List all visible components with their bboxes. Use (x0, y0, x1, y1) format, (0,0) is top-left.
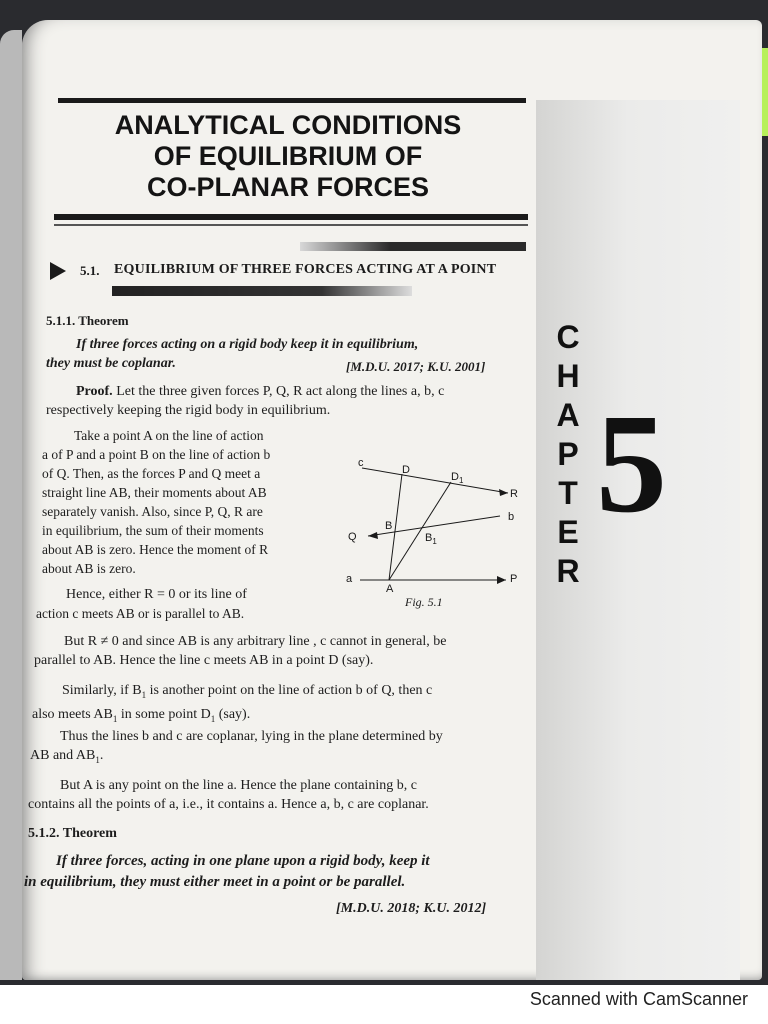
label-b: b (508, 511, 515, 523)
proof-p1-line-7: about AB is zero. Hence the moment of R (42, 542, 269, 557)
proof-p4-l1-pre: Similarly, if B (62, 683, 142, 698)
section-title: EQUILIBRIUM OF THREE FORCES ACTING AT A POINT (114, 262, 497, 277)
proof-p2-line-1: Hence, either R = 0 or its line of (66, 587, 247, 602)
proof-paragraph-4 (32, 681, 536, 729)
proof-p4-l1-sub: 1 (141, 689, 147, 700)
title-bottom-thin-rule (54, 224, 528, 226)
theorem-2-label: 5.1.2. Theorem (28, 826, 117, 841)
theorem-1-reference: [M.D.U. 2017; K.U. 2001] (346, 359, 486, 374)
label-q: Q (348, 531, 357, 543)
label-b1 (425, 532, 437, 546)
proof-p4-l1-post: is another point on the line of action b of Q, then c (146, 683, 433, 698)
section-top-bar (300, 242, 526, 251)
proof-p1-line-3: of Q. Then, as the forces P and Q meet a (42, 466, 261, 481)
figure-caption: Fig. 5.1 (405, 595, 443, 609)
theorem-1-label: 5.1.1. Theorem (46, 313, 129, 328)
label-d1-sub: 1 (458, 476, 464, 485)
label-b1-sub: 1 (432, 537, 437, 546)
proof-paragraph-6 (28, 776, 538, 814)
proof-p5-line-2 (30, 746, 538, 770)
title-bottom-rule (54, 214, 528, 220)
label-a-point: A (386, 583, 394, 595)
label-a-line: a (346, 573, 353, 585)
label-d1-main: D (451, 471, 459, 483)
proof-p4-l2-sub2: 1 (210, 713, 216, 724)
proof-p6-line-2: contains all the points of a, i.e., it contains a. Hence a, b, c are coplanar. (28, 797, 429, 812)
label-r: R (510, 488, 518, 500)
label-d1 (451, 471, 464, 485)
chapter-letter-h: H (556, 358, 580, 394)
theorem-2-statement-line-1: If three forces, acting in one plane upon a rigid body, keep it (56, 853, 430, 869)
section-heading (50, 260, 530, 282)
label-bpt: B (385, 520, 393, 532)
chapter-letter-p: P (557, 436, 579, 472)
proof-p3-line-1: But R ≠ 0 and since AB is any arbitrary line , c cannot in general, be (64, 634, 447, 649)
proof-p5-l2-post: . (99, 748, 104, 763)
proof-p6-line-1: But A is any point on the line a. Hence the plane containing b, c (60, 778, 417, 793)
figure-5-1-diagram (340, 456, 540, 616)
page-curl-edge (0, 30, 22, 980)
proof-p1-line-5: separately vanish. Also, since P, Q, R are (42, 504, 263, 519)
proof-p3-line-2: parallel to AB. Hence the line c meets AB in a point D (say). (34, 653, 374, 668)
chapter-title-line-2: OF EQUILIBRIUM OF (153, 141, 423, 171)
section-bottom-bar (112, 286, 412, 296)
proof-intro-line-1: Let the three given forces P, Q, R act along the lines a, b, c (116, 384, 445, 399)
proof-p1-line-8: about AB is zero. (42, 561, 136, 576)
proof-p4-l2-sub1: 1 (112, 713, 118, 724)
chapter-vertical-label (548, 318, 588, 591)
label-c: c (358, 457, 364, 469)
proof-p5-line-1: Thus the lines b and c are coplanar, lying in the plane determined by (60, 729, 443, 744)
theorem-1-statement-line-2: they must be coplanar. (46, 356, 176, 371)
proof-p1-line-1: Take a point A on the line of action (74, 428, 264, 443)
chapter-title (60, 110, 516, 203)
proof-paragraph-3 (34, 632, 536, 670)
proof-label: Proof. (76, 384, 113, 399)
scanner-watermark: Scanned with CamScanner (529, 989, 748, 1009)
figure-5-1 (340, 456, 540, 616)
chapter-number: 5 (596, 384, 667, 542)
proof-p4-l2-pre: also meets AB (32, 706, 113, 722)
theorem-1-statement-line-1: If three forces acting on a rigid body keep it in equilibrium, (76, 337, 419, 352)
proof-p4-line-1 (32, 681, 536, 705)
proof-p1-line-2: a of P and a point B on the line of action b (42, 447, 271, 462)
arrow-r-icon (499, 489, 508, 496)
theorem-2-reference: [M.D.U. 2018; K.U. 2012] (336, 901, 487, 916)
proof-paragraph-5 (30, 727, 538, 770)
title-top-rule (58, 98, 526, 103)
proof-p1-line-4: straight line AB, their moments about AB (42, 485, 267, 500)
chapter-letter-r: R (556, 553, 580, 589)
label-d: D (402, 464, 410, 476)
label-p: P (510, 573, 518, 585)
section-number: 5.1. (80, 263, 100, 278)
arrow-q-icon (368, 532, 378, 539)
theorem-2-statement-line-2: in equilibrium, they must either meet in a point or be parallel. (24, 874, 406, 890)
proof-paragraph-2 (36, 585, 326, 623)
chapter-letter-c: C (556, 319, 580, 355)
proof-p1-line-6: in equilibrium, the sum of their moments (42, 523, 264, 538)
line-c (362, 468, 508, 493)
label-b1-main: B (425, 532, 433, 544)
proof-p4-l2-mid: in some point D (117, 706, 211, 722)
chapter-letter-e: E (557, 514, 579, 550)
chapter-title-line-1: ANALYTICAL CONDITIONS (114, 110, 462, 140)
proof-p4-l2-post: (say). (215, 706, 251, 722)
proof-p5-l2-pre: AB and AB (30, 748, 96, 763)
section-arrow-icon (50, 262, 66, 280)
arrow-p-icon (497, 576, 506, 584)
proof-intro-line-2: respectively keeping the rigid body in equilibrium. (46, 403, 331, 418)
proof-paragraph-1 (42, 426, 322, 578)
chapter-letter-a: A (556, 397, 580, 433)
proof-p2-line-2: action c meets AB or is parallel to AB. (36, 606, 245, 621)
proof-p4-line-2 (32, 705, 536, 729)
proof-line-1 (76, 382, 536, 401)
chapter-title-line-3: CO-PLANAR FORCES (147, 172, 429, 202)
chapter-letter-t: T (558, 475, 578, 511)
proof-p5-l2-sub: 1 (95, 754, 100, 765)
